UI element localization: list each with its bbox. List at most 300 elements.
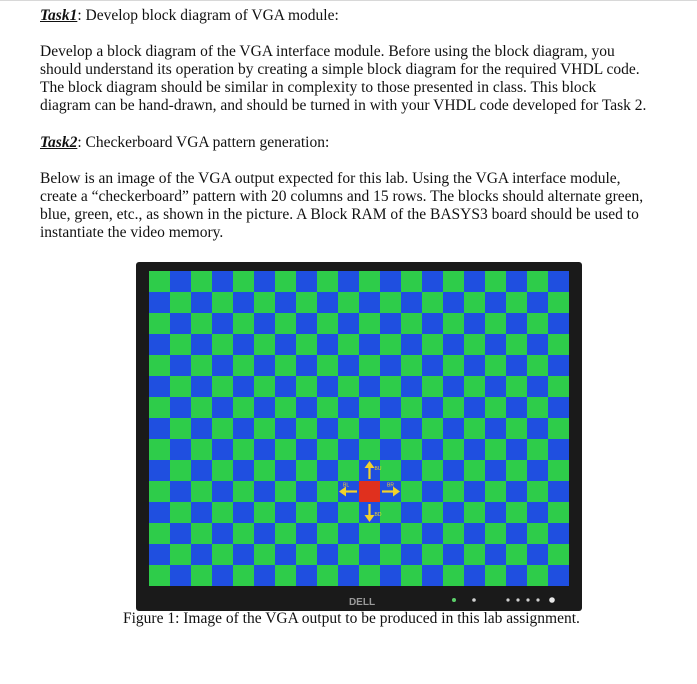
checker-tile	[443, 376, 464, 397]
checker-tile	[401, 355, 422, 376]
checker-tile	[485, 355, 506, 376]
checker-tile	[296, 418, 317, 439]
checker-tile	[254, 565, 275, 586]
task2-line: instantiate the video memory.	[40, 224, 224, 241]
checker-tile	[212, 502, 233, 523]
checker-tile	[548, 313, 569, 334]
checker-tile	[254, 397, 275, 418]
arrow-left-icon	[346, 490, 357, 492]
checker-tile	[254, 355, 275, 376]
checker-tile	[464, 292, 485, 313]
checker-tile	[338, 376, 359, 397]
checker-tile	[170, 418, 191, 439]
checker-tile	[191, 397, 212, 418]
checker-tile	[422, 334, 443, 355]
checker-tile	[443, 292, 464, 313]
checker-tile	[506, 313, 527, 334]
checker-tile	[233, 334, 254, 355]
checker-tile	[464, 334, 485, 355]
checker-tile	[233, 376, 254, 397]
checker-tile	[317, 418, 338, 439]
checker-tile	[212, 544, 233, 565]
checker-tile	[359, 376, 380, 397]
checker-tile	[338, 313, 359, 334]
checker-tile	[527, 460, 548, 481]
checker-tile	[527, 439, 548, 460]
checker-tile	[275, 292, 296, 313]
checker-tile	[422, 376, 443, 397]
checker-tile	[548, 355, 569, 376]
checker-tile	[506, 439, 527, 460]
checker-tile	[233, 313, 254, 334]
checker-tile	[443, 397, 464, 418]
checker-tile	[506, 376, 527, 397]
checker-tile	[233, 355, 254, 376]
checker-tile	[506, 355, 527, 376]
checker-tile	[401, 439, 422, 460]
checker-tile	[149, 313, 170, 334]
arrow-down-icon	[368, 504, 370, 515]
checker-tile	[149, 397, 170, 418]
checker-tile	[170, 565, 191, 586]
task1-paragraph	[40, 43, 670, 115]
arrow-right-icon	[382, 490, 393, 492]
vga-checkerboard-screen	[149, 271, 569, 586]
checker-tile	[359, 397, 380, 418]
checker-tile	[464, 481, 485, 502]
arrow-label-down: BD	[374, 512, 382, 518]
checker-tile	[359, 271, 380, 292]
checker-tile	[548, 523, 569, 544]
checker-tile	[401, 544, 422, 565]
checker-tile	[443, 544, 464, 565]
checker-tile	[443, 439, 464, 460]
checker-tile	[275, 481, 296, 502]
checker-tile	[149, 292, 170, 313]
checker-tile	[233, 481, 254, 502]
checker-tile	[506, 502, 527, 523]
checker-tile	[149, 460, 170, 481]
checker-tile	[359, 544, 380, 565]
brand-logo: DELL	[348, 597, 376, 608]
checker-tile	[380, 334, 401, 355]
checker-tile	[212, 565, 233, 586]
checker-tile	[464, 376, 485, 397]
task2-heading	[40, 133, 329, 152]
checker-tile	[527, 355, 548, 376]
checker-tile	[548, 418, 569, 439]
checker-tile	[380, 355, 401, 376]
checker-tile	[422, 292, 443, 313]
checker-tile	[338, 355, 359, 376]
monitor-button-icon	[472, 598, 476, 602]
checker-tile	[485, 418, 506, 439]
checker-tile	[527, 397, 548, 418]
checker-tile	[359, 418, 380, 439]
checker-tile	[149, 418, 170, 439]
checker-tile	[548, 481, 569, 502]
checker-tile	[233, 397, 254, 418]
checker-tile	[275, 418, 296, 439]
task1-line: diagram can be hand-drawn, and should be turned in with your VHDL code developed for Task 2.	[40, 97, 647, 114]
checker-tile	[464, 355, 485, 376]
checker-tile	[401, 502, 422, 523]
checker-tile	[485, 544, 506, 565]
checker-tile	[296, 502, 317, 523]
checker-tile	[464, 439, 485, 460]
checker-tile	[191, 523, 212, 544]
checker-tile	[317, 481, 338, 502]
checker-tile	[317, 271, 338, 292]
task2-tag: Task2	[40, 134, 78, 151]
checker-tile	[443, 565, 464, 586]
checker-tile	[191, 292, 212, 313]
checker-tile	[254, 292, 275, 313]
checker-tile	[422, 565, 443, 586]
checker-tile	[527, 292, 548, 313]
checker-tile	[254, 313, 275, 334]
power-led-icon	[452, 598, 456, 602]
checker-tile	[254, 481, 275, 502]
checker-tile	[170, 376, 191, 397]
checker-tile	[422, 544, 443, 565]
checker-tile	[527, 271, 548, 292]
checker-tile	[296, 460, 317, 481]
checker-tile	[317, 544, 338, 565]
checker-tile	[422, 355, 443, 376]
checker-tile	[464, 523, 485, 544]
task2-paragraph	[40, 170, 670, 242]
checker-tile	[443, 502, 464, 523]
checker-tile	[380, 544, 401, 565]
checker-tile	[380, 376, 401, 397]
checker-tile	[317, 439, 338, 460]
checker-tile	[296, 397, 317, 418]
checker-tile	[275, 502, 296, 523]
checker-tile	[212, 523, 233, 544]
checker-tile	[296, 313, 317, 334]
task2-line: create a “checkerboard” pattern with 20 columns and 15 rows. The blocks should alternate green,	[40, 188, 644, 205]
checker-tile	[170, 460, 191, 481]
checker-tile	[254, 460, 275, 481]
figure-caption: Figure 1: Image of the VGA output to be produced in this lab assignment.	[123, 610, 580, 627]
checker-tile	[338, 523, 359, 544]
checker-tile	[296, 565, 317, 586]
checker-tile	[338, 292, 359, 313]
checker-tile	[464, 502, 485, 523]
checker-tile	[380, 292, 401, 313]
checker-tile	[338, 544, 359, 565]
checker-tile	[338, 502, 359, 523]
checker-tile	[275, 523, 296, 544]
checker-tile	[443, 313, 464, 334]
checker-tile	[170, 313, 191, 334]
monitor-button-icon	[506, 598, 509, 601]
checker-tile	[485, 313, 506, 334]
checker-tile	[359, 292, 380, 313]
checker-tile	[191, 418, 212, 439]
checker-tile	[401, 271, 422, 292]
task2-line: blue, green, etc., as shown in the picture. A Block RAM of the BASYS3 board should be used to	[40, 206, 639, 223]
checker-tile	[401, 292, 422, 313]
checker-tile	[296, 271, 317, 292]
checker-tile	[275, 376, 296, 397]
checker-tile	[548, 334, 569, 355]
checker-tile	[254, 544, 275, 565]
checker-tile	[149, 565, 170, 586]
task1-line: should understand its operation by creating a simple block diagram for the required VHDL code.	[40, 61, 640, 78]
checker-tile	[191, 460, 212, 481]
checker-tile	[359, 439, 380, 460]
checker-tile	[191, 313, 212, 334]
task1-tag: Task1	[40, 7, 78, 24]
checker-tile	[212, 271, 233, 292]
checker-tile	[422, 502, 443, 523]
checker-tile	[170, 271, 191, 292]
checker-tile	[359, 313, 380, 334]
checker-tile	[275, 439, 296, 460]
checker-tile	[380, 313, 401, 334]
checker-tile	[275, 355, 296, 376]
checker-tile	[548, 439, 569, 460]
checker-tile	[485, 397, 506, 418]
checker-tile	[212, 481, 233, 502]
checker-tile	[338, 334, 359, 355]
checker-tile	[401, 397, 422, 418]
checker-tile	[338, 460, 359, 481]
checker-tile	[212, 397, 233, 418]
checker-tile	[506, 334, 527, 355]
checker-tile	[212, 292, 233, 313]
checker-tile	[317, 502, 338, 523]
checker-tile	[338, 397, 359, 418]
checker-tile	[233, 460, 254, 481]
checker-tile	[212, 334, 233, 355]
checker-tile	[359, 355, 380, 376]
checker-tile	[296, 439, 317, 460]
checker-tile	[275, 271, 296, 292]
checker-tile	[548, 460, 569, 481]
checker-tile	[485, 502, 506, 523]
checker-tile	[464, 565, 485, 586]
checker-tile	[380, 502, 401, 523]
checker-tile	[422, 418, 443, 439]
checker-tile	[212, 355, 233, 376]
checker-tile	[506, 418, 527, 439]
checker-tile	[191, 334, 212, 355]
checker-tile	[380, 565, 401, 586]
checker-tile	[422, 397, 443, 418]
task1-line: The block diagram should be similar in complexity to those presented in class. This block	[40, 79, 597, 96]
top-rule	[0, 0, 697, 1]
center-red-block	[359, 481, 380, 502]
checker-tile	[233, 292, 254, 313]
checker-tile	[191, 544, 212, 565]
checker-tile	[149, 334, 170, 355]
checker-tile	[170, 334, 191, 355]
checker-tile	[254, 271, 275, 292]
checker-tile	[296, 481, 317, 502]
checker-tile	[485, 376, 506, 397]
checker-tile	[548, 544, 569, 565]
checker-tile	[401, 565, 422, 586]
checker-tile	[233, 418, 254, 439]
checker-tile	[527, 544, 548, 565]
checker-tile	[317, 523, 338, 544]
checker-tile	[380, 271, 401, 292]
checker-tile	[506, 481, 527, 502]
checker-tile	[254, 376, 275, 397]
checker-tile	[401, 418, 422, 439]
monitor-button-icon	[526, 598, 529, 601]
checker-tile	[191, 502, 212, 523]
checker-tile	[254, 502, 275, 523]
checker-tile	[380, 460, 401, 481]
checker-tile	[443, 481, 464, 502]
checker-tile	[191, 439, 212, 460]
checker-tile	[254, 418, 275, 439]
checker-tile	[317, 334, 338, 355]
checker-tile	[527, 481, 548, 502]
checker-tile	[485, 460, 506, 481]
checker-tile	[338, 439, 359, 460]
checker-tile	[149, 502, 170, 523]
checker-tile	[275, 565, 296, 586]
checker-tile	[485, 292, 506, 313]
monitor-button-icon	[516, 598, 519, 601]
checker-tile	[275, 397, 296, 418]
checker-tile	[422, 481, 443, 502]
checker-tile	[506, 397, 527, 418]
checker-tile	[149, 376, 170, 397]
checker-tile	[485, 565, 506, 586]
checker-tile	[170, 523, 191, 544]
checker-tile	[380, 523, 401, 544]
checker-tile	[527, 502, 548, 523]
checker-tile	[506, 565, 527, 586]
checker-tile	[338, 565, 359, 586]
checker-tile	[464, 313, 485, 334]
checker-tile	[296, 355, 317, 376]
checker-tile	[317, 355, 338, 376]
checker-tile	[149, 544, 170, 565]
checker-tile	[548, 565, 569, 586]
checker-tile	[296, 334, 317, 355]
checker-tile	[527, 376, 548, 397]
checker-tile	[443, 460, 464, 481]
checker-tile	[233, 502, 254, 523]
checker-tile	[212, 439, 233, 460]
task1-heading	[40, 6, 339, 25]
checker-tile	[464, 418, 485, 439]
checker-tile	[527, 565, 548, 586]
checker-tile	[359, 334, 380, 355]
checker-tile	[443, 334, 464, 355]
checker-tile	[401, 460, 422, 481]
checker-tile	[527, 334, 548, 355]
checker-tile	[464, 271, 485, 292]
checker-tile	[464, 544, 485, 565]
checker-tile	[191, 355, 212, 376]
checker-tile	[149, 355, 170, 376]
checker-tile	[464, 460, 485, 481]
checker-tile	[317, 565, 338, 586]
checker-tile	[401, 523, 422, 544]
checker-tile	[422, 523, 443, 544]
checker-tile	[506, 544, 527, 565]
checker-tile	[170, 397, 191, 418]
checker-tile	[401, 481, 422, 502]
checker-tile	[485, 481, 506, 502]
checker-tile	[422, 460, 443, 481]
task2-line: Below is an image of the VGA output expected for this lab. Using the VGA interface module,	[40, 170, 621, 187]
task1-line: Develop a block diagram of the VGA interface module. Before using the block diagram, you	[40, 43, 615, 60]
checker-tile	[401, 334, 422, 355]
checker-tile	[149, 439, 170, 460]
arrow-label-up: BU	[374, 466, 382, 472]
checker-tile	[170, 355, 191, 376]
checker-tile	[170, 544, 191, 565]
checker-tile	[548, 376, 569, 397]
checker-tile	[191, 376, 212, 397]
checker-tile	[170, 481, 191, 502]
checker-tile	[233, 565, 254, 586]
checker-tile	[548, 271, 569, 292]
checker-tile	[275, 313, 296, 334]
checker-tile	[338, 271, 359, 292]
checker-tile	[296, 544, 317, 565]
checker-tile	[275, 544, 296, 565]
checker-tile	[401, 313, 422, 334]
checker-tile	[548, 397, 569, 418]
checker-tile	[443, 418, 464, 439]
checker-tile	[527, 523, 548, 544]
checker-tile	[296, 523, 317, 544]
checker-tile	[443, 523, 464, 544]
checker-tile	[191, 481, 212, 502]
checker-tile	[317, 460, 338, 481]
checker-tile	[317, 376, 338, 397]
checker-tile	[296, 292, 317, 313]
arrow-up-icon	[368, 468, 370, 479]
checker-tile	[359, 565, 380, 586]
checker-tile	[212, 460, 233, 481]
checker-tile	[212, 313, 233, 334]
checker-tile	[233, 544, 254, 565]
checker-tile	[254, 523, 275, 544]
monitor-button-icon	[536, 598, 539, 601]
checker-tile	[275, 460, 296, 481]
checker-tile	[527, 418, 548, 439]
checker-tile	[296, 376, 317, 397]
checker-tile	[485, 439, 506, 460]
checker-tile	[380, 397, 401, 418]
checker-tile	[506, 271, 527, 292]
checker-tile	[422, 271, 443, 292]
arrow-label-right: BR	[387, 482, 394, 489]
checker-tile	[317, 292, 338, 313]
checker-tile	[254, 334, 275, 355]
checker-tile	[233, 271, 254, 292]
checker-tile	[506, 523, 527, 544]
checker-tile	[527, 313, 548, 334]
checkerboard-tiles	[149, 271, 569, 586]
checker-tile	[401, 376, 422, 397]
checker-tile	[380, 418, 401, 439]
checker-tile	[275, 334, 296, 355]
checker-tile	[422, 439, 443, 460]
checker-tile	[443, 355, 464, 376]
